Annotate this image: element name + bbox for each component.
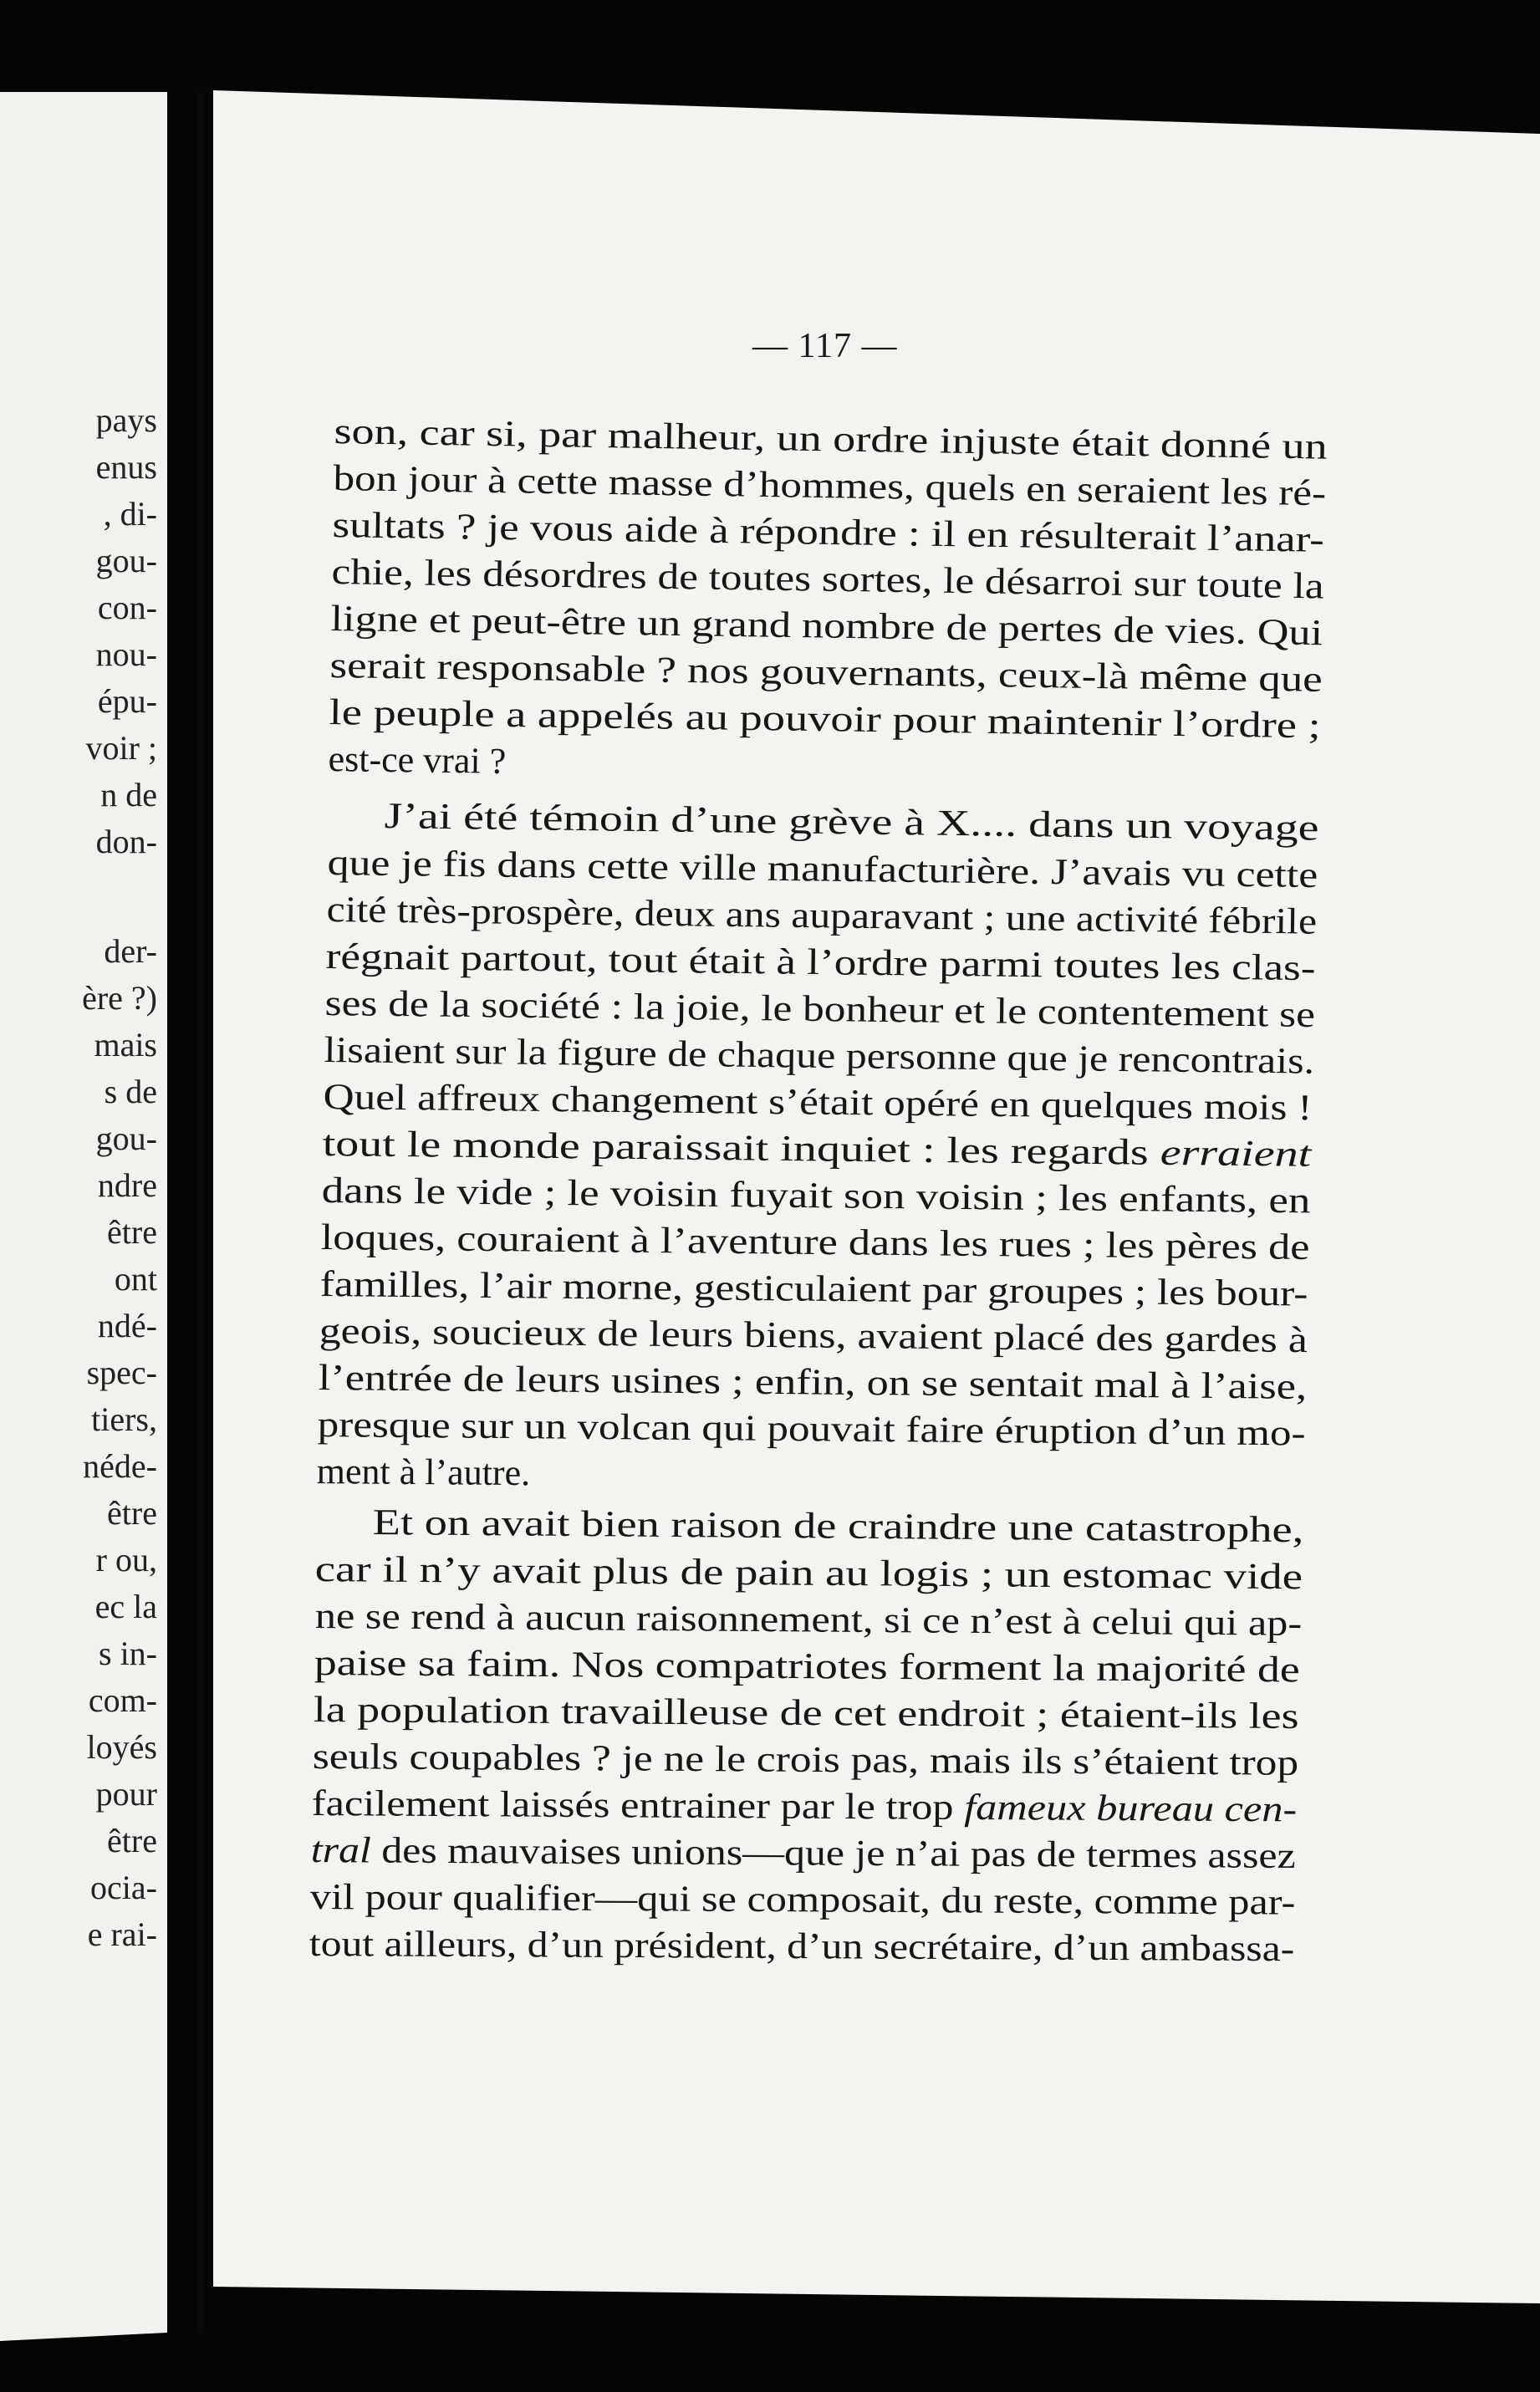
text-segment: l’entrée de leurs usines ; enfin, on se sentait mal à l’aise,: [318, 1357, 1308, 1407]
text-line: [311, 1828, 1296, 1877]
left-page-fragment: , di-: [103, 495, 157, 533]
text-segment: bon jour à cette masse d’hommes, quels en seraient les ré-: [333, 456, 1327, 514]
left-page-fragment: pays: [95, 401, 157, 439]
left-page-fragment: enus: [95, 448, 157, 486]
left-page-fragment: n de: [100, 776, 157, 813]
left-page-fragment: don-: [95, 823, 157, 860]
text-line: [309, 1922, 1295, 1970]
left-page-fragment: der-: [104, 932, 157, 970]
left-page-fragment: voir ;: [85, 729, 157, 767]
left-page-fragment: être: [107, 1213, 157, 1251]
text-segment: tout le monde paraissait inquiet : les regards: [322, 1123, 1160, 1173]
left-page-fragment: loyés: [86, 1728, 157, 1766]
left-page-fragment: néde-: [83, 1447, 157, 1485]
left-page-fragment: s in-: [99, 1635, 157, 1672]
left-page-fragment: ndre: [97, 1166, 157, 1204]
text-segment: geois, soucieux de leurs biens, avaient placé des gardes à: [319, 1310, 1308, 1361]
text-segment: paise sa faim. Nos compatriotes forment la majorité de: [314, 1642, 1300, 1691]
text-line: [373, 1501, 1304, 1551]
left-page-fragment: gou-: [95, 542, 157, 579]
text-line: [315, 1594, 1303, 1645]
left-page-fragment: s de: [104, 1073, 157, 1110]
text-segment: est-ce vrai ?: [328, 737, 507, 782]
left-page-fragment: gou-: [95, 1119, 157, 1157]
text-line: [317, 1450, 531, 1494]
left-page-fragment: ont: [114, 1260, 157, 1298]
text-line: [313, 1735, 1299, 1784]
text-line: [314, 1641, 1300, 1691]
italic-text: fameux bureau cen-: [964, 1786, 1298, 1830]
italic-text: erraient: [1160, 1131, 1312, 1175]
text-segment: tout ailleurs, d’un président, d’un secrétaire, d’un ambassa-: [309, 1923, 1295, 1970]
page-number: — 117 —: [752, 327, 898, 365]
left-page-fragment: com-: [88, 1681, 157, 1719]
text-segment: que je fis dans cette ville manufacturière. J’avais vu cette: [327, 841, 1318, 896]
text-segment: cité très-prospère, deux ans auparavant ; une activité fébrile: [326, 888, 1318, 942]
text-segment: ne se rend à aucun raisonnement, si ce n’est à celui qui ap-: [314, 1595, 1303, 1644]
left-page-fragment: être: [107, 1494, 157, 1532]
left-page-fragment: spec-: [86, 1354, 157, 1391]
left-page-fragment: con-: [97, 589, 157, 626]
text-segment: chie, les désordres de toutes sortes, le désarroi sur toute la: [331, 550, 1324, 607]
text-line: [318, 1403, 1306, 1455]
text-segment: le peuple a appelés au pouvoir pour maintenir l’ordre ;: [329, 691, 1322, 747]
text-segment: sultats ? je vous aide à répondre : il en résulterait l’anar-: [332, 503, 1325, 560]
text-segment: serait responsable ? nos gouvernants, ceux-là même que: [329, 644, 1323, 700]
text-line: [314, 1688, 1299, 1737]
text-segment: la population travailleuse de cet endroit ; étaient-ils les: [313, 1689, 1299, 1737]
text-segment: facilement laissés entrainer par le trop: [311, 1783, 965, 1828]
left-page-fragment: nou-: [95, 635, 157, 673]
text-segment: ligne et peut-être un grand nombre de pertes de vies. Qui: [330, 597, 1323, 654]
left-page-fragment: être: [107, 1822, 157, 1859]
text-segment: loques, couraient à l’aventure dans les rues ; les pères de: [320, 1216, 1310, 1267]
text-segment: familles, l’air morne, gesticulaient par groupes ; les bour-: [319, 1263, 1308, 1314]
left-page-fragment: r ou,: [95, 1541, 157, 1579]
text-segment: des mauvaises unions—que je n’ai pas de termes assez: [370, 1829, 1296, 1876]
text-segment: presque sur un volcan qui pouvait faire éruption d’un mo-: [317, 1404, 1306, 1454]
text-segment: son, car si, par malheur, un ordre injuste était donné un: [334, 410, 1328, 467]
left-page-fragment: pour: [95, 1775, 157, 1813]
text-line: [315, 1548, 1303, 1598]
left-page-fragment: ocia-: [90, 1869, 157, 1906]
left-page-fragment: e rai-: [87, 1915, 157, 1953]
left-page-fragment: ère ?): [82, 979, 157, 1017]
text-segment: régnait partout, tout était à l’ordre parmi toutes les clas-: [325, 935, 1316, 989]
text-segment: dans le vide ; le voisin fuyait son voisin ; les enfants, en: [321, 1170, 1311, 1222]
left-page-fragment: ndé-: [97, 1307, 157, 1344]
text-segment: car il n’y avait plus de pain au logis ; un estomac vide: [314, 1548, 1303, 1598]
text-segment: seuls coupables ? je ne le crois pas, mais ils s’étaient trop: [312, 1736, 1299, 1783]
text-segment: ment à l’autre.: [316, 1451, 531, 1494]
text-line: [312, 1782, 1298, 1830]
text-segment: J’ai été témoin d’une grève à X.... dans un voyage: [384, 794, 1319, 849]
left-page-fragment: mais: [94, 1026, 157, 1063]
left-page-fragment: ec la: [94, 1588, 157, 1625]
text-segment: Quel affreux changement s’était opéré en quelques mois !: [323, 1075, 1313, 1129]
italic-text: tral: [310, 1829, 372, 1871]
text-line: [319, 1356, 1308, 1408]
text-segment: ses de la société : la joie, le bonheur et le contentement se: [324, 982, 1316, 1036]
text-segment: vil pour qualifier—qui se composait, du reste, comme par-: [309, 1876, 1296, 1923]
text-line: [310, 1875, 1296, 1924]
text-segment: lisaient sur la figure de chaque personne que je rencontrais.: [324, 1028, 1315, 1082]
left-page-fragment: épu-: [97, 682, 157, 720]
text-segment: Et on avait bien raison de craindre une catastrophe,: [372, 1502, 1304, 1551]
left-page-fragment: tiers,: [91, 1400, 157, 1438]
text-line: [328, 737, 506, 783]
